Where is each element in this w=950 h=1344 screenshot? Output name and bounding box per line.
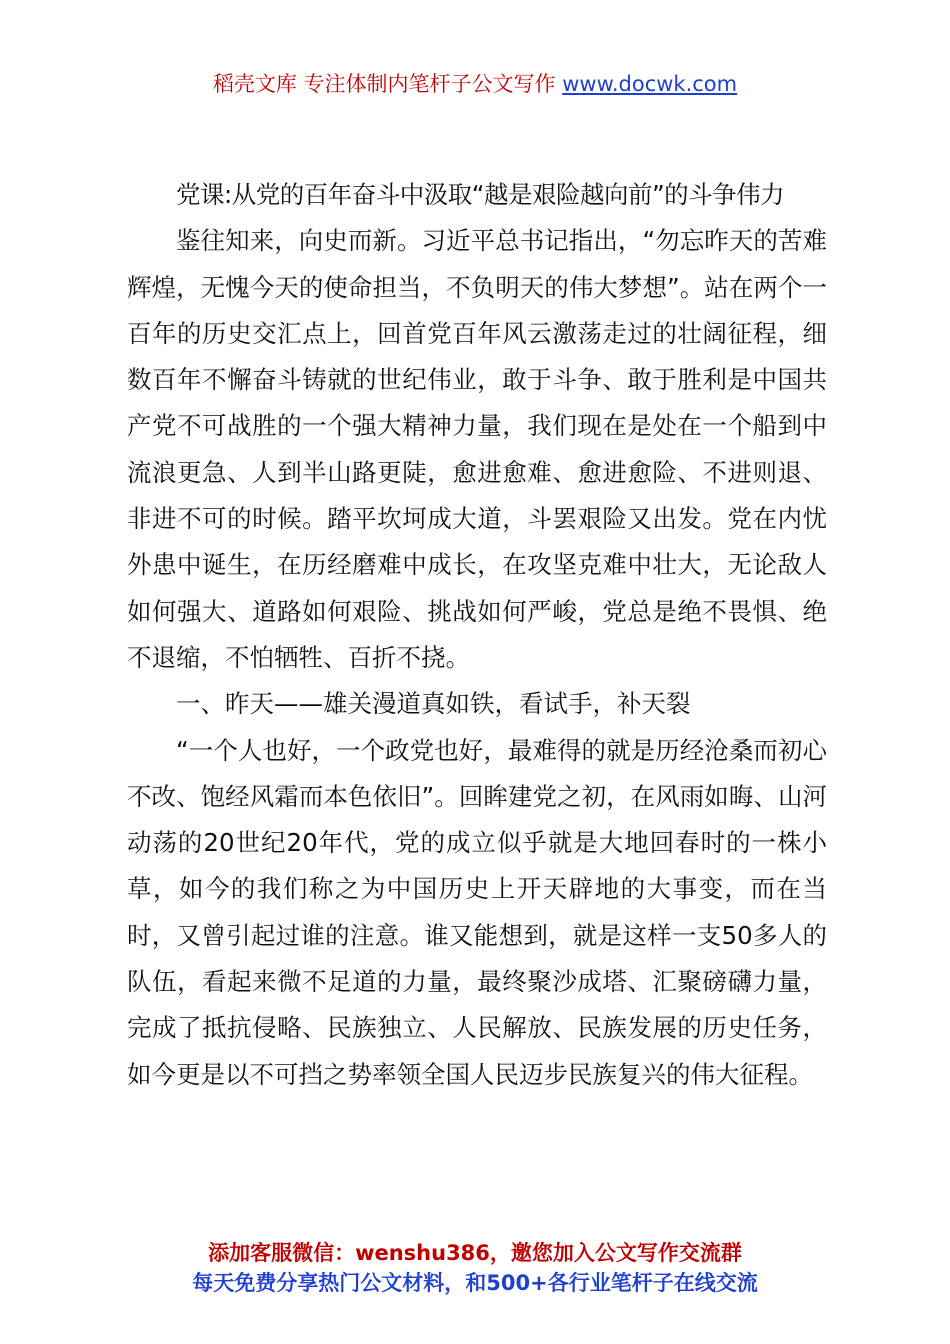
footer-share-line: 每天免费分享热门公文材料，和500+各行业笔杆子在线交流	[192, 1271, 758, 1295]
paragraph-section-1: “一个人也好，一个政党也好，最难得的就是历经沧桑而初心不改、饱经风霜而本色依旧”。回眸建党之初，在风雨如晦、山河动荡的20世纪20年代，党的成立似乎就是大地回春时的一株小草，如今的我们称之为中国历史上开天辟地的大事变，而在当时，又曾引起过谁的注意。谁又能想到，就是这样一支50多人的队伍，看起来微不足道的力量，最终聚沙成塔、汇聚磅礴力量，完成了抵抗侵略、民族独立、人民解放、民族发展的历史任务，如今更是以不可挡之势率领全国人民迈步民族复兴的伟大征程。	[127, 735, 827, 1089]
page-footer	[0, 1238, 950, 1298]
paragraph-intro: 鉴往知来，向史而新。习近平总书记指出，“勿忘昨天的苦难辉煌，无愧今天的使命担当，不负明天的伟大梦想”。站在两个一百年的历史交汇点上，回首党百年风云激荡走过的壮阔征程，细数百年不懈奋斗铸就的世纪伟业，敢于斗争、敢于胜利是中国共产党不可战胜的一个强大精神力量，我们现在是处在一个船到中流浪更急、人到半山路更陡，愈进愈难、愈进愈险、不进则退、非进不可的时候。踏平坎坷成大道，斗罢艰险又出发。党在内忧外患中诞生，在历经磨难中成长，在攻坚克难中壮大，无论敌人如何强大、道路如何艰险、挑战如何严峻，党总是绝不畏惧、绝不退缩，不怕牺牲、百折不挠。	[127, 226, 827, 672]
footer-wechat-line: 添加客服微信：wenshu386，邀您加入公文写作交流群	[208, 1241, 742, 1265]
section-heading-1: 一、昨天——雄关漫道真如铁，看试手，补天裂	[176, 689, 691, 719]
page-header	[0, 66, 950, 102]
document-title: 党课:从党的百年奋斗中汲取“越是艰险越向前”的斗争伟力	[176, 180, 785, 209]
document-body	[127, 172, 827, 1098]
header-url-link[interactable]: www.docwk.com	[562, 72, 738, 96]
header-brand-text: 稻壳文库 专注体制内笔杆子公文写作	[212, 72, 556, 96]
